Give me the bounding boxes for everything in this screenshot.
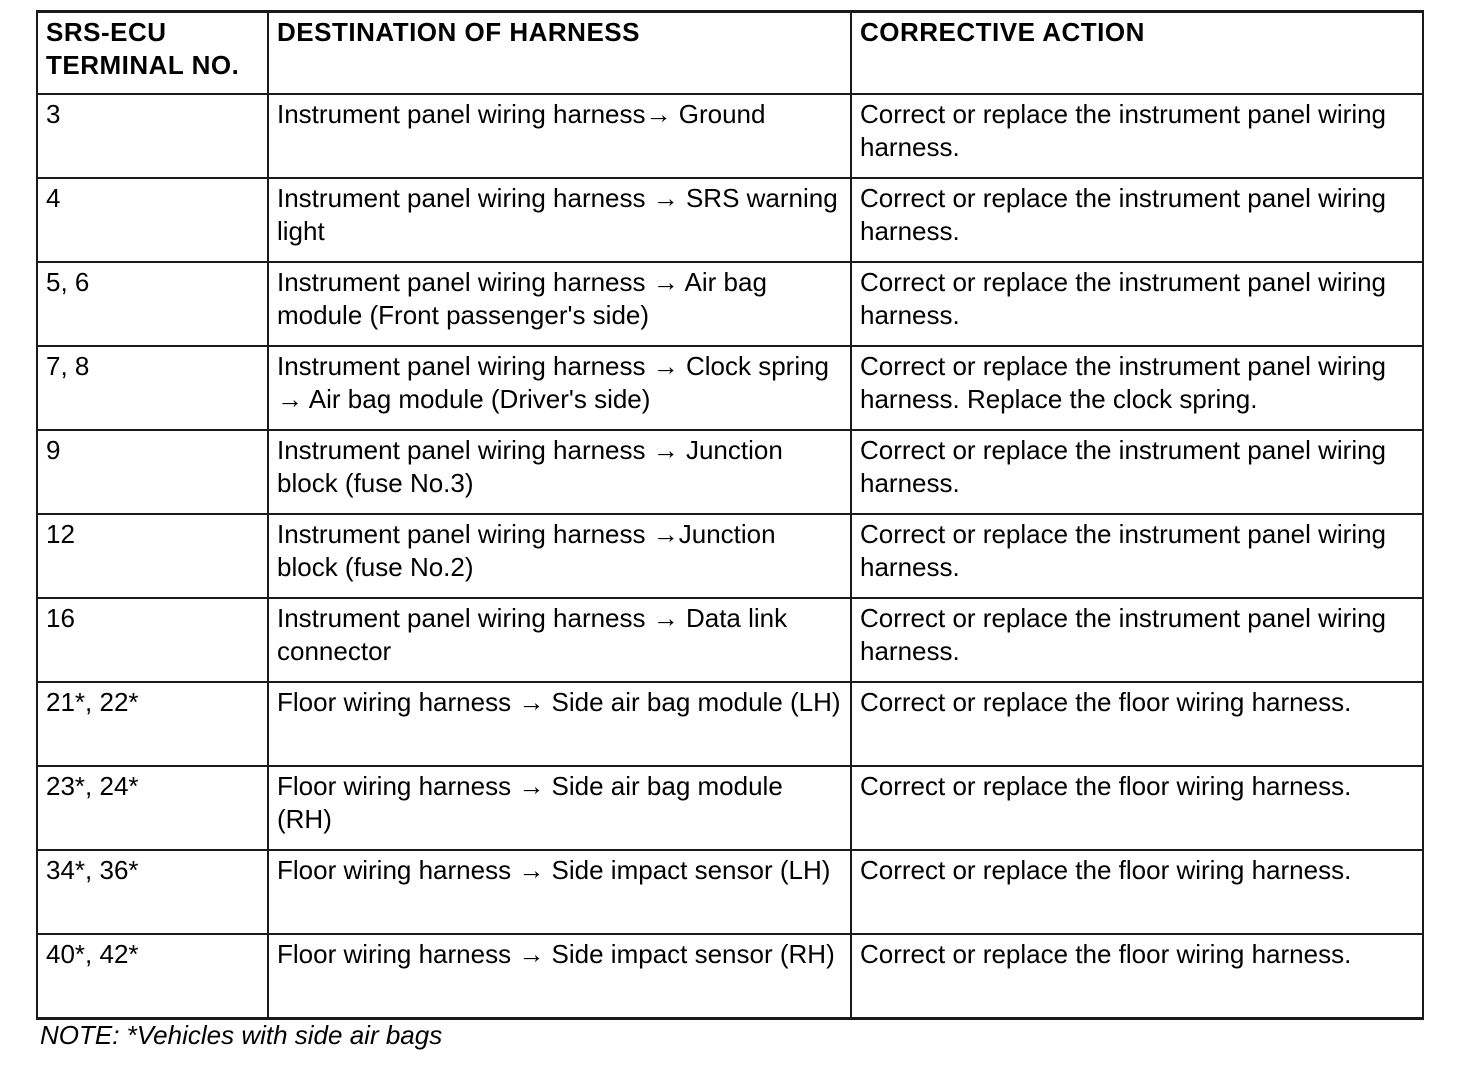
cell-action: Correct or replace the instrument panel wiring harness. [851, 430, 1423, 514]
cell-terminal: 40*, 42* [37, 934, 268, 1019]
cell-destination: Instrument panel wiring harness → Clock spring → Air bag module (Driver's side) [268, 346, 851, 430]
cell-destination: Floor wiring harness → Side impact sensor (RH) [268, 934, 851, 1019]
cell-action: Correct or replace the instrument panel wiring harness. Replace the clock spring. [851, 346, 1423, 430]
cell-destination: Instrument panel wiring harness→ Ground [268, 94, 851, 178]
cell-destination: Instrument panel wiring harness → Air bag module (Front passenger's side) [268, 262, 851, 346]
harness-table [36, 10, 1424, 1020]
cell-action: Correct or replace the instrument panel wiring harness. [851, 598, 1423, 682]
table-row [37, 682, 1423, 766]
harness-table-container [36, 10, 1422, 1020]
cell-terminal: 12 [37, 514, 268, 598]
header-action: CORRECTIVE ACTION [851, 12, 1423, 95]
cell-terminal: 23*, 24* [37, 766, 268, 850]
cell-action: Correct or replace the floor wiring harness. [851, 682, 1423, 766]
cell-destination: Instrument panel wiring harness → Data link connector [268, 598, 851, 682]
cell-destination: Floor wiring harness → Side impact sensor (LH) [268, 850, 851, 934]
cell-terminal: 5, 6 [37, 262, 268, 346]
table-row [37, 346, 1423, 430]
table-row [37, 178, 1423, 262]
cell-action: Correct or replace the floor wiring harness. [851, 850, 1423, 934]
cell-terminal: 21*, 22* [37, 682, 268, 766]
table-row [37, 430, 1423, 514]
table-row [37, 598, 1423, 682]
cell-destination: Instrument panel wiring harness → Junction block (fuse No.3) [268, 430, 851, 514]
table-row [37, 766, 1423, 850]
table-row [37, 934, 1423, 1019]
cell-action: Correct or replace the instrument panel wiring harness. [851, 178, 1423, 262]
header-destination: DESTINATION OF HARNESS [268, 12, 851, 95]
cell-destination: Floor wiring harness → Side air bag module (LH) [268, 682, 851, 766]
cell-terminal: 9 [37, 430, 268, 514]
cell-terminal: 3 [37, 94, 268, 178]
cell-action: Correct or replace the instrument panel wiring harness. [851, 94, 1423, 178]
cell-action: Correct or replace the floor wiring harness. [851, 934, 1423, 1019]
cell-action: Correct or replace the floor wiring harness. [851, 766, 1423, 850]
cell-terminal: 16 [37, 598, 268, 682]
table-row [37, 850, 1423, 934]
header-terminal: SRS-ECU TERMINAL NO. [37, 12, 268, 95]
cell-terminal: 7, 8 [37, 346, 268, 430]
cell-action: Correct or replace the instrument panel wiring harness. [851, 262, 1423, 346]
cell-destination: Instrument panel wiring harness →Junction block (fuse No.2) [268, 514, 851, 598]
cell-destination: Floor wiring harness → Side air bag module (RH) [268, 766, 851, 850]
cell-action: Correct or replace the instrument panel wiring harness. [851, 514, 1423, 598]
table-row [37, 262, 1423, 346]
cell-terminal: 34*, 36* [37, 850, 268, 934]
footnote: NOTE: *Vehicles with side air bags [40, 1020, 443, 1050]
cell-terminal: 4 [37, 178, 268, 262]
table-row [37, 94, 1423, 178]
table-row [37, 514, 1423, 598]
cell-destination: Instrument panel wiring harness → SRS warning light [268, 178, 851, 262]
table-header-row [37, 12, 1423, 95]
